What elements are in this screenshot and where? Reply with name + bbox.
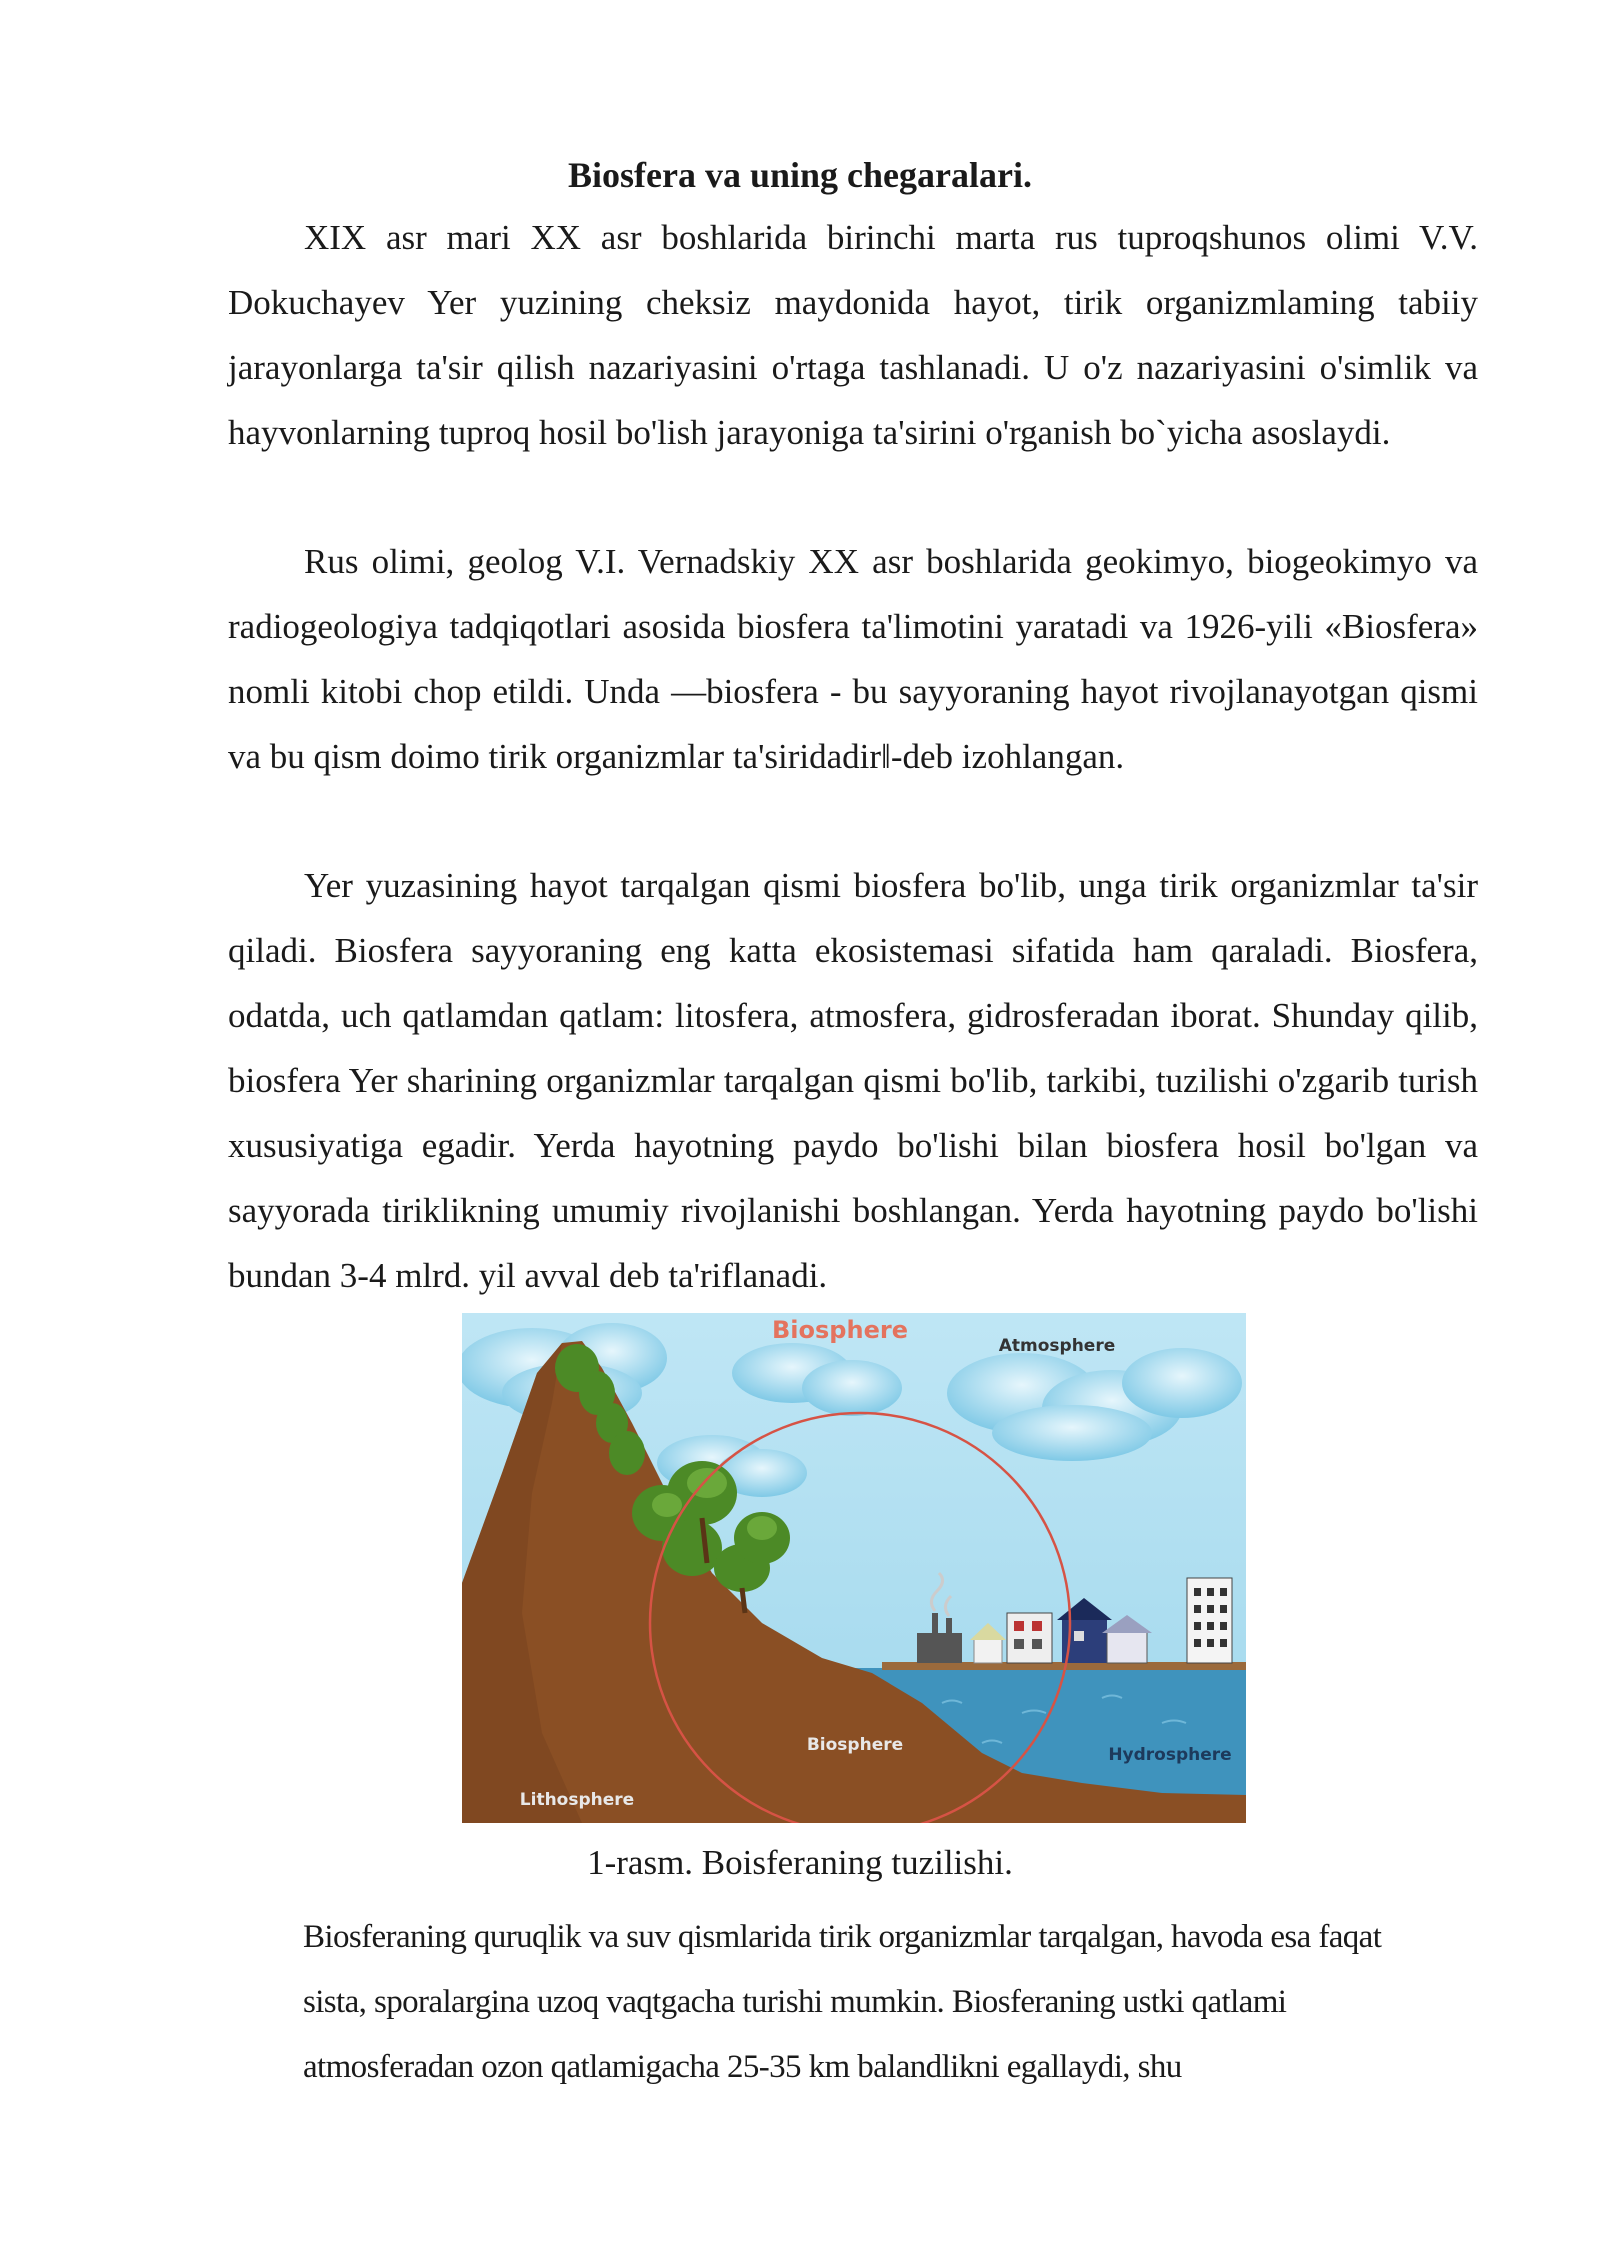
label-lithosphere: Lithosphere bbox=[519, 1790, 635, 1810]
tower bbox=[1187, 1578, 1232, 1663]
label-biosphere-top: Biosphere bbox=[772, 1316, 908, 1344]
paragraph-1: XIX asr mari XX asr boshlarida birinchi marta rus tuproqshunos olimi V.V. Dokuchayev Yer yuzining cheksiz maydonida hayot, tirik organizmlaming tabiiy jarayonlarga ta'sir qilish nazariyasini o'rtaga tashlanadi. U o'z nazariyasini o'simlik va hayvonlarning tuproq hosil bo'lish jarayoniga ta'sirini o'rganish bo`yicha asoslaydi. bbox=[228, 218, 1478, 452]
page-title: Biosfera va uning chegaralari. bbox=[568, 155, 1032, 195]
label-biosphere-bottom: Biosphere bbox=[806, 1735, 904, 1755]
paragraph-4: Biosferaning quruqlik va suv qismlarida tirik organizmlar tarqalgan, havoda esa faqat sista, sporalargina uzoq vaqtgacha turishi mumkin. Biosferaning ustki qatlami atmosferadan ozon qatlamigacha 25-35 km balandlikni egallaydi, shu bbox=[303, 1919, 1382, 2085]
biosphere-illustration bbox=[462, 1313, 1246, 1823]
paragraph-2: Rus olimi, geolog V.I. Vernadskiy XX asr boshlarida geokimyo, biogeokimyo va radiogeologiya tadqiqotlari asosida biosfera ta'limotini yaratadi va 1926-yili «Biosfera» nomli kitobi chop etildi. Unda —biosfera - bu sayyoraning hayot rivojlanayotgan qismi va bu qism doimo tirik organizmlar ta'siridadir‖-deb izohlangan. bbox=[228, 542, 1478, 776]
biosphere-figure bbox=[462, 1313, 1246, 1823]
apartment bbox=[1007, 1613, 1052, 1663]
paragraph-3: Yer yuzasining hayot tarqalgan qismi biosfera bo'lib, unga tirik organizmlar ta'sir qiladi. Biosfera sayyoraning eng katta ekosistemasi sifatida ham qaraladi. Biosfera, odatda, uch qatlamdan qatlam: litosfera, atmosfera, gidrosferadan iborat. Shunday qilib, biosfera Yer sharining organizmlar tarqalgan qismi bo'lib, tarkibi, tuzilishi o'zgarib turish xususiyatiga egadir. Yerda hayotning paydo bo'lishi bilan biosfera hosil bo'lgan va sayyorada tiriklikning umumiy rivojlanishi boshlangan. Yerda hayotning paydo bo'lishi bundan 3-4 mlrd. yil avval deb ta'riflanadi. bbox=[228, 866, 1478, 1295]
label-atmosphere: Atmosphere bbox=[998, 1336, 1116, 1356]
label-hydrosphere: Hydrosphere bbox=[1108, 1745, 1232, 1765]
figure-caption: 1-rasm. Boisferaning tuzilishi. bbox=[587, 1843, 1013, 1882]
